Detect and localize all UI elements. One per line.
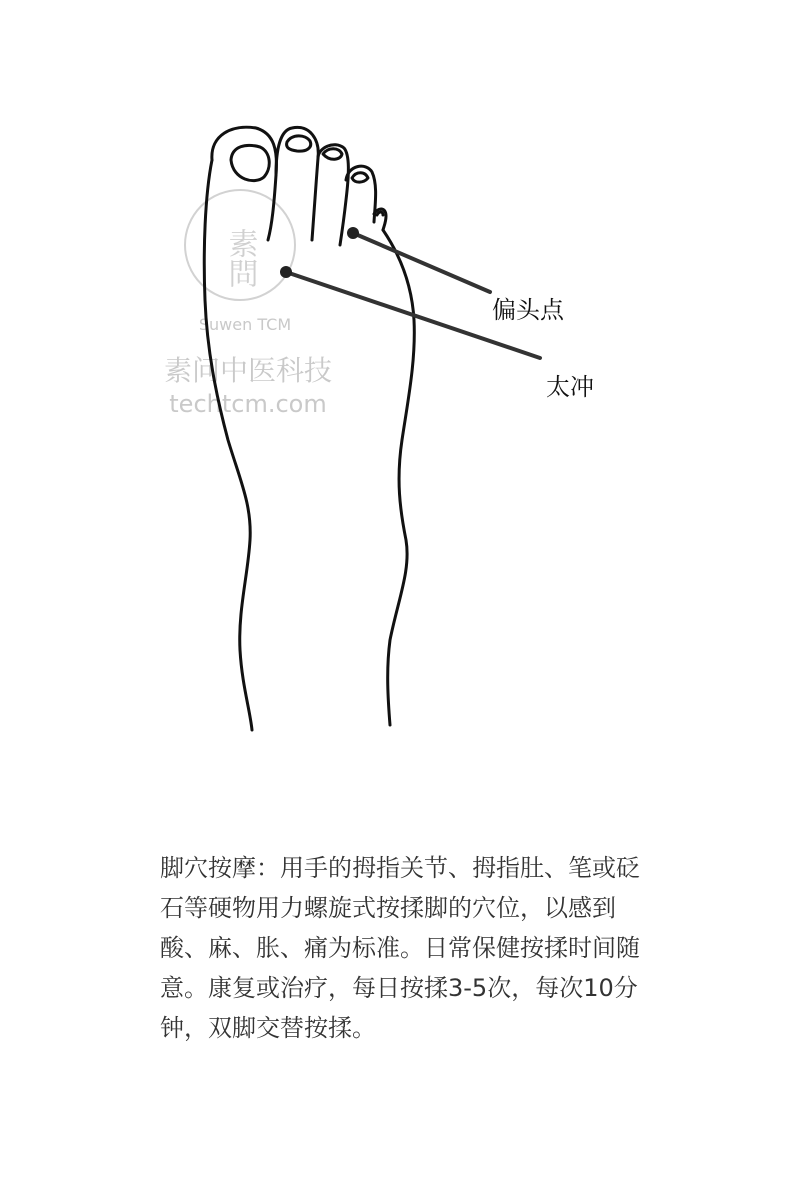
acupoint-marker-taichong — [280, 266, 292, 278]
acupoint-label-piantoudian: 偏头点 — [492, 296, 564, 324]
acupoint-marker-piantoudian — [347, 227, 359, 239]
watermark-seal: 素問 — [222, 228, 258, 288]
leader-line-piantoudian — [353, 233, 490, 292]
watermark — [164, 190, 332, 418]
acupoint-label-taichong: 太冲 — [546, 373, 594, 401]
massage-description: 脚穴按摩：用手的拇指关节、拇指肚、笔或砭石等硬物用力螺旋式按揉脚的穴位，以感到酸、麻、胀、痛为标准。日常保健按揉时间随意。康复或治疗，每日按揉3-5次，每次10分钟，双脚交替按揉。 — [160, 854, 640, 1042]
foot-outline — [204, 127, 414, 730]
watermark-brand-cn: 素问中医科技 — [163, 354, 333, 387]
watermark-site: techtcm.com — [169, 390, 327, 418]
watermark-brand-latin: Suwen TCM — [198, 315, 292, 334]
